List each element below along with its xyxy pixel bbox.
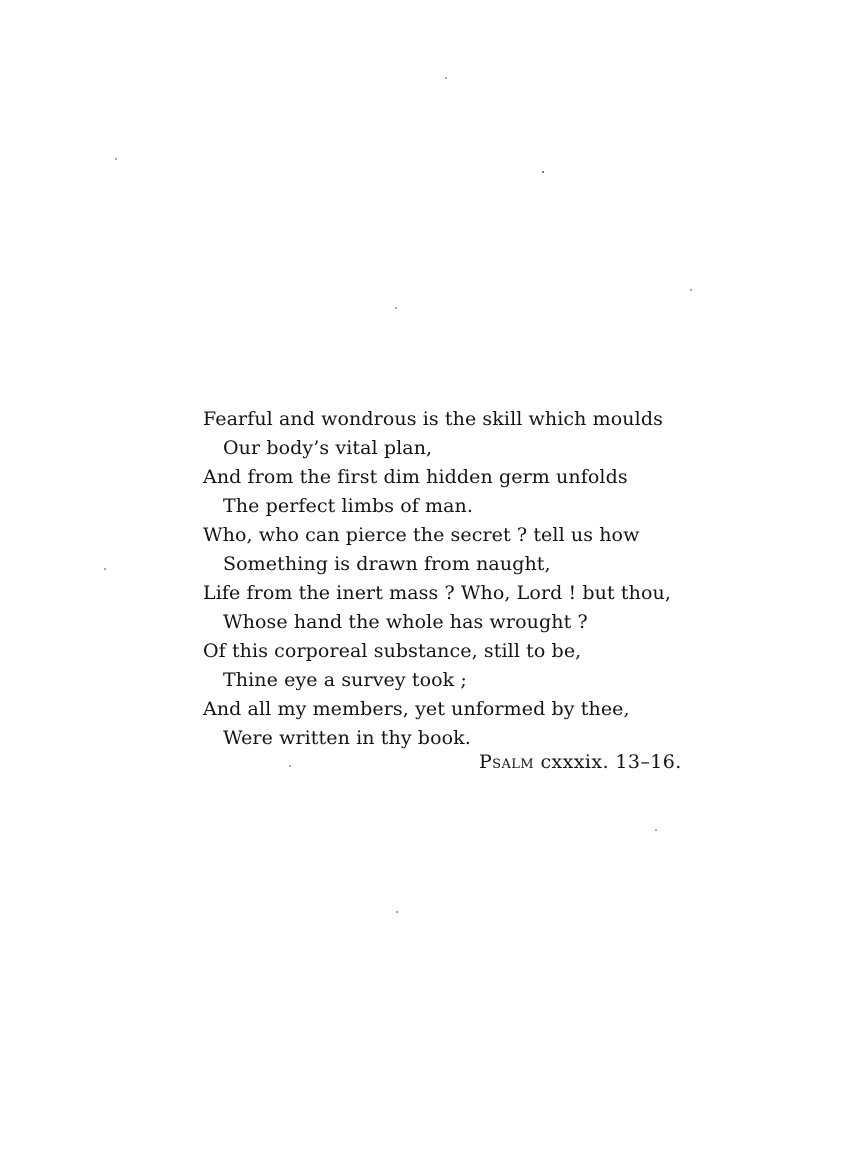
scan-speck	[690, 289, 692, 291]
psalm-citation	[479, 750, 682, 774]
scan-speck	[289, 765, 291, 767]
scan-speck	[395, 307, 397, 309]
poem-line: And from the first dim hidden germ unfolds	[203, 466, 628, 488]
poem-line: Whose hand the whole has wrought ?	[223, 611, 588, 633]
scan-speck	[655, 829, 657, 831]
citation-reference: cxxxix. 13–16.	[540, 751, 682, 773]
poem-line: And all my members, yet unformed by thee,	[203, 698, 630, 720]
poem-line: Our body’s vital plan,	[223, 437, 433, 459]
poem-line: Fearful and wondrous is the skill which moulds	[203, 408, 663, 430]
scan-speck	[445, 77, 447, 79]
scan-speck	[104, 568, 106, 570]
poem	[203, 405, 703, 753]
poem-line: Life from the inert mass ? Who, Lord ! but thou,	[203, 582, 671, 604]
poem-line: Were written in thy book.	[223, 727, 471, 749]
citation-book: Psalm	[479, 751, 535, 773]
poem-line: Who, who can pierce the secret ? tell us how	[203, 524, 640, 546]
scan-speck	[396, 911, 398, 913]
poem-line: Something is drawn from naught,	[223, 553, 551, 575]
scan-speck	[115, 158, 117, 160]
poem-line: Of this corporeal substance, still to be,	[203, 640, 582, 662]
scan-speck	[542, 171, 544, 173]
poem-line: The perfect limbs of man.	[223, 495, 474, 517]
poem-line: Thine eye a survey took ;	[223, 669, 467, 691]
